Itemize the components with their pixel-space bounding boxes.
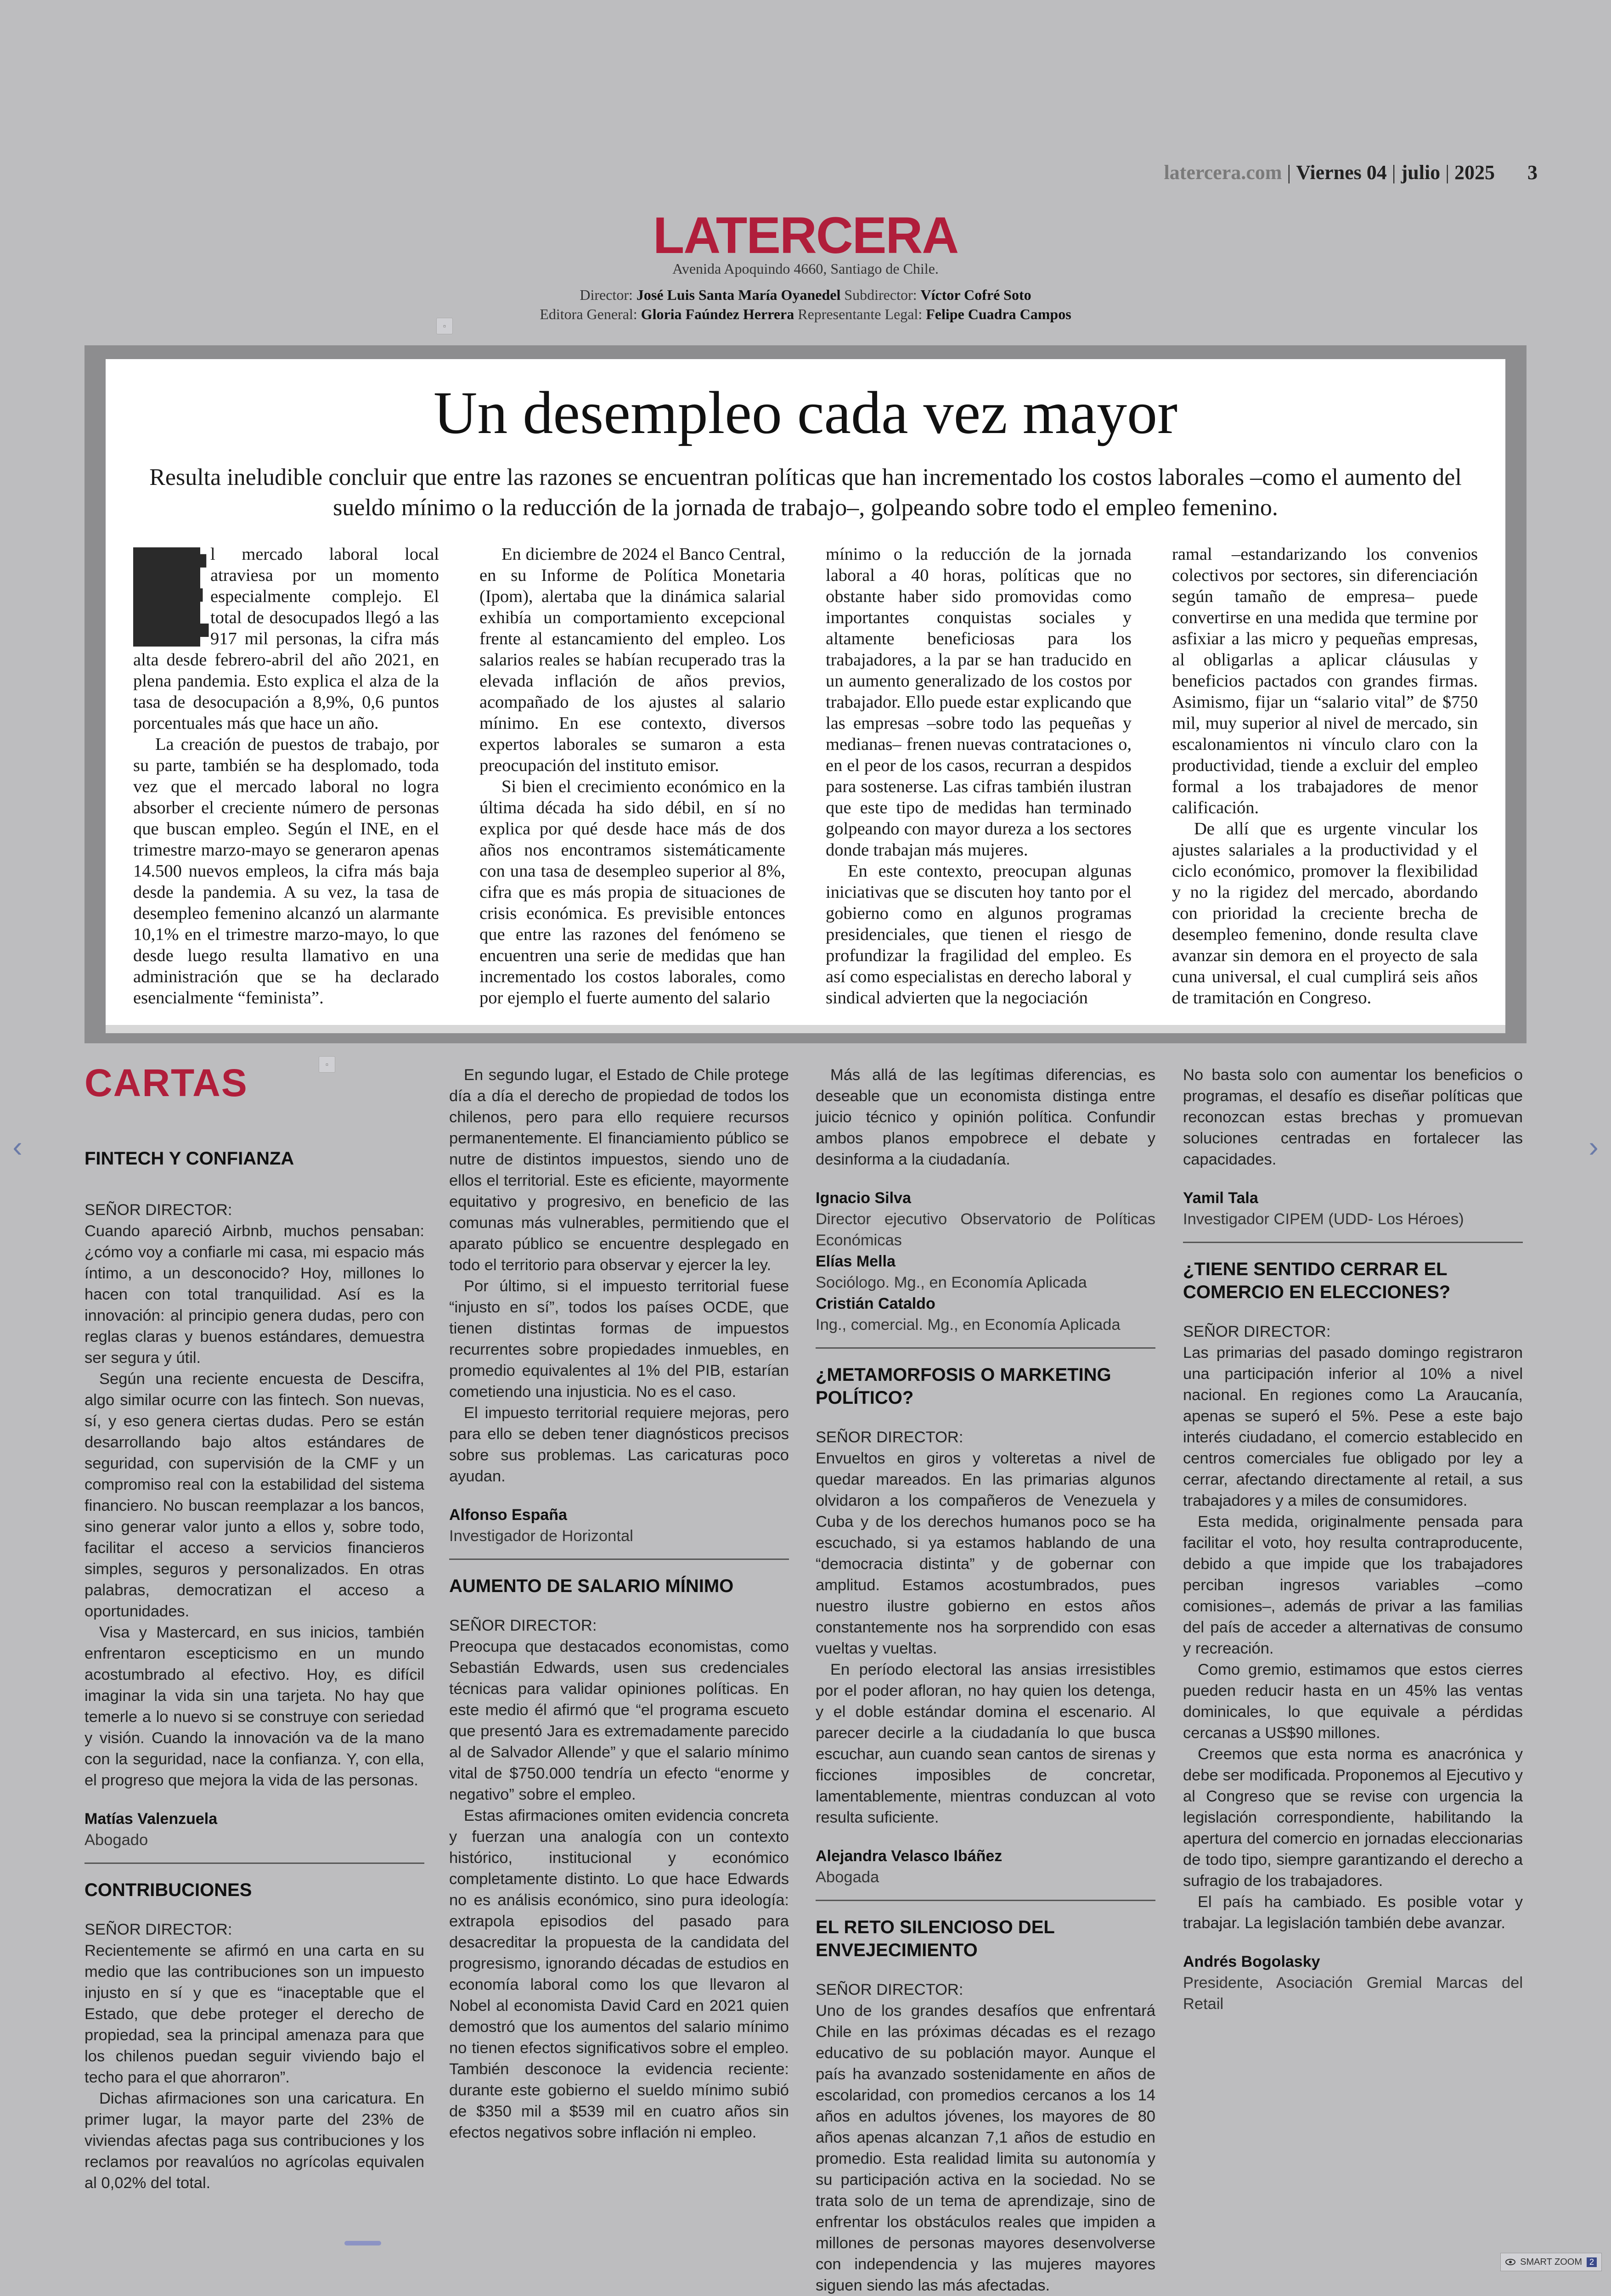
letter-signature: Yamil Tala <box>1183 1189 1258 1207</box>
letter-paragraph: Cuando apareció Airbnb, muchos pensaban: ¿cómo voy a confiarle mi casa, mi espacio más íntimo, a un desconocido? Hoy, millones lo hacen con total tranquilidad. Así es la innovación: al principio genera dudas, pero con reglas claras y buenos estándares, demuestra ser segura y útil. <box>84 1222 424 1367</box>
letter-signature: Elías Mella <box>816 1253 896 1270</box>
letter-divider <box>84 1863 424 1864</box>
site-name: latercera.com <box>1164 161 1282 184</box>
letters-column-3 <box>816 1064 1155 2296</box>
letter-title[interactable]: AUMENTO DE SALARIO MÍNIMO <box>449 1576 734 1596</box>
letter-salutation: SEÑOR DIRECTOR: <box>1183 1323 1331 1340</box>
letter-paragraph: No basta solo con aumentar los beneficios o programas, el desafío es diseñar políticas que reconozcan estas brechas y promuevan soluciones centradas en fortalecer las capacidades. <box>1183 1066 1523 1168</box>
letter-paragraph: Esta medida, originalmente pensada para facilitar el voto, hoy resulta contraproducente, debido a que impide que los trabajadores perciban ingresos variables –como comisiones–, además de privar a las familias del país de acceder a alternativas de consumo y recreación. <box>1183 1513 1523 1657</box>
letter-paragraph: Las primarias del pasado domingo registraron una participación inferior al 10% a nivel nacional. En regiones como La Araucanía, apenas se superó el 5%. Pese a este bajo interés ciudadano, el comercio establecido en centros comerciales fue obligado por ley a cerrar, afectando directamente al retail, a sus trabajadores y a miles de consumidores. <box>1183 1344 1523 1509</box>
letter-salutation: SEÑOR DIRECTOR: <box>816 1429 963 1446</box>
editorial-column-3 <box>826 544 1132 1012</box>
director-name: José Luis Santa María Oyanedel <box>636 287 841 303</box>
page-number: 3 <box>1527 161 1538 184</box>
header-weekday: Viernes 04 <box>1296 161 1387 184</box>
masthead-address: Avenida Apoquindo 4660, Santiago de Chile. <box>672 260 939 277</box>
letter-signature-role: Presidente, Asociación Gremial Marcas del Retail <box>1183 1974 1523 2013</box>
letter-salutation: SEÑOR DIRECTOR: <box>449 1617 597 1634</box>
smart-zoom-label: SMART ZOOM <box>1520 2257 1582 2267</box>
editorial-paragraph: ramal –estandarizando los convenios colectivos por sectores, sin diferenciación según tamaño de empresa– puede convertirse en una medida que termine por asfixiar a las micro y pequeñas empresas, al obligarlas a aplicar cláusulas y beneficios pactados con grandes firmas. Asimismo, fijar un “salario vital” de $750 mil, muy superior al nivel de mercado, sin escalonamientos ni vínculo claro con la productividad, tiende a excluir del empleo formal a los trabajadores de menor calificación. <box>1172 545 1478 817</box>
zoom-level-badge: 2 <box>1587 2257 1597 2267</box>
editorial-subtitle: Resulta ineludible concluir que entre las razones se encuentran políticas que han incrementado los costos laborales –como el aumento del sueldo mínimo o la reducción de la jornada de trabajo–, golpeando sobre todo el empleo femenino. <box>149 464 1462 521</box>
editorial-title: Un desempleo cada vez mayor <box>434 379 1177 446</box>
subdirector-label: Subdirector: <box>844 287 917 303</box>
letter-divider <box>1183 1242 1523 1243</box>
letter-signature: Alfonso España <box>449 1506 567 1524</box>
letter-signature-role: Investigador de Horizontal <box>449 1527 633 1545</box>
editorial-paragraph: mínimo o la reducción de la jornada laboral a 40 horas, políticas que no obstante haber sido promovidas como importantes conquistas sociales y altamente beneficiosas para los trabajadores, a la par se han traducido en un aumento generalizado de los costos por trabajador. Ello puede estar explicando que las empresas –sobre todo las pequeñas y medianas– frenen nuevas contrataciones o, en el peor de los casos, recurran a despidos para sostenerse. Las cifras también ilustran que este tipo de medidas han terminado golpeando con mayor dureza a los sectores donde trabajan más mujeres. <box>826 545 1132 860</box>
letter-paragraph: En período electoral las ansias irresistibles por el poder afloran, no hay quien los detenga, y el doble estándar domina el escenario. Al parecer decirle a la ciudadanía lo que busca escuchar, aun cuando sean cantos de sirenas y ficciones imposibles de concretar, lamentablemente, mientras conduzcan al voto resulta suficiente. <box>816 1661 1155 1826</box>
article-marker-icon[interactable]: ▫ <box>319 1056 335 1073</box>
page-scrollbar[interactable] <box>344 2241 1263 2245</box>
editora-label: Editora General: <box>540 306 637 322</box>
letter-signature-role: Investigador CIPEM (UDD- Los Héroes) <box>1183 1210 1464 1228</box>
letter-signature: Matías Valenzuela <box>84 1810 218 1828</box>
editorial-column-4 <box>1172 544 1478 1012</box>
editora-name: Gloria Faúndez Herrera <box>641 306 794 322</box>
editorial-columns <box>133 528 1478 1012</box>
letter-title[interactable]: FINTECH Y CONFIANZA <box>84 1148 294 1169</box>
letters-column-2 <box>449 1064 789 2143</box>
editorial-column-2 <box>479 544 785 1012</box>
letter-signature-role: Ing., comercial. Mg., en Economía Aplicada <box>816 1316 1121 1334</box>
next-page-button[interactable] <box>1584 1130 1603 1164</box>
letter-paragraph: El impuesto territorial requiere mejoras, pero para ello se deben tener diagnósticos precisos sobre sus problemas. Las caricaturas poco ayudan. <box>449 1404 789 1485</box>
letter-paragraph: Envueltos en giros y volteretas a nivel de quedar mareados. En las primarias algunos olvidaron a los compañeros de Venezuela y Cuba y de los derechos humanos poco se ha escuchado, si ya estamos hablando de una “democracia distinta” y de gobernar con amplitud. Estamos acostumbrados, pues nuestro ilustre gobierno en estos años constantemente nos ha sorprendido con esas vueltas y vueltas. <box>816 1450 1155 1657</box>
letter-paragraph: Como gremio, estimamos que estos cierres pueden reducir hasta en un 45% las ventas dominicales, lo que equivale a pérdidas cercanas a US$90 millones. <box>1183 1661 1523 1742</box>
letter-paragraph: Visa y Mastercard, en sus inicios, también enfrentaron escepticismo en un mundo acostumbrado al efectivo. Hoy, es difícil imaginar la vida sin una tarjeta. No hay que temerle a lo nuevo si se construye con seriedad y visión. Cuando la innovación va de la mano con la seguridad, nace la confianza. Y, con ella, el progreso que mejora la vida de las personas. <box>84 1624 424 1789</box>
letter-signature-role: Abogado <box>84 1831 148 1849</box>
letter-title[interactable]: CONTRIBUCIONES <box>84 1880 252 1900</box>
editorial-paragraph: Si bien el crecimiento económico en la última década ha sido débil, en sí no explica por qué desde hace más de dos años nos encontramos sistemáticamente con una tasa de desempleo superior al 8%, cifra que es más propia de situaciones de crisis económica. Es previsible entonces que entre las razones del fenómeno se encuentren una serie de medidas que han incrementado los costos laborales, como por ejemplo el fuerte aumento del salario <box>479 777 785 1007</box>
letter-salutation: SEÑOR DIRECTOR: <box>84 1921 232 1938</box>
scrollbar-thumb[interactable] <box>344 2241 381 2245</box>
header-year: 2025 <box>1454 161 1495 184</box>
header-month: julio <box>1401 161 1441 184</box>
letter-paragraph: Preocupa que destacados economistas, como Sebastián Edwards, usen sus credenciales técnicas para validar opiniones políticas. En este medio él afirmó que “el programa escueto que presentó Jara es extremadamente parecido al de Salvador Allende” y que el salario mínimo vital de $750.000 tendría un efecto “enorme y negativo” sobre el empleo. <box>449 1638 789 1803</box>
letter-signature: Andrés Bogolasky <box>1183 1953 1320 1970</box>
director-label: Director: <box>580 287 633 303</box>
subdirector-name: Víctor Cofré Soto <box>920 287 1031 303</box>
editorial-paragraph: De allí que es urgente vincular los ajustes salariales a la productividad y el ciclo económico, promover la flexibilidad y no la rigidez del mercado, abordando con prioridad la creciente brecha de desempleo femenino, donde resulta clave avanzar sin demora en el proyecto de sala cuna universal, el cual cumplirá seis años de tramitación en Congreso. <box>1172 819 1478 1007</box>
rep-name: Felipe Cuadra Campos <box>926 306 1071 322</box>
letter-paragraph: Dichas afirmaciones son una caricatura. En primer lugar, la mayor parte del 23% de viviendas afectas paga sus contribuciones y los reclamos por reavalúos no agrícolas equivalen al 0,02% del total. <box>84 2090 424 2192</box>
letter-divider <box>816 1900 1155 1901</box>
letter-paragraph: Recientemente se afirmó en una carta en su medio que las contribuciones son un impuesto injusto en sí y que es “inaceptable que el Estado, que debe proteger el derecho de propiedad, sea la principal amenaza para que los chilenos puedan seguir viviendo bajo el techo para el que ahorraron”. <box>84 1942 424 2086</box>
letters-column-1 <box>84 1147 424 2194</box>
letter-title[interactable]: ¿METAMORFOSIS O MARKETING POLÍTICO? <box>816 1365 1111 1408</box>
newspaper-logo: LATERCERA <box>653 207 958 264</box>
prev-page-button[interactable] <box>8 1130 27 1164</box>
editorial-paragraph: En este contexto, preocupan algunas iniciativas que se discuten hoy tanto por el gobierno como en algunos programas presidenciales, que tienen el riesgo de profundizar la fragilidad del empleo. Es así como especialistas en derecho laboral y sindical advierten que la negociación <box>826 861 1132 1007</box>
eye-icon <box>1505 2259 1515 2265</box>
article-marker-icon[interactable]: ▫ <box>436 318 453 334</box>
letter-title[interactable]: ¿TIENE SENTIDO CERRAR EL COMERCIO EN ELECCIONES? <box>1183 1259 1451 1302</box>
editorial-column-1 <box>133 528 439 1012</box>
letter-paragraph: Por último, si el impuesto territorial fuese “injusto en sí”, todos los países OCDE, que tienen distintas formas de impuestos recurrentes sobre propiedades inmuebles, en promedio equivalentes al 1% del PIB, estarían cometiendo una injusticia. No es el caso. <box>449 1277 789 1401</box>
letter-paragraph: El país ha cambiado. Es posible votar y trabajar. La legislación también debe avanzar. <box>1183 1893 1523 1932</box>
page-header-line: latercera.com | Viernes 04 | julio | 2025 3 <box>1164 161 1538 184</box>
letter-divider <box>449 1559 789 1560</box>
letter-paragraph: En segundo lugar, el Estado de Chile protege día a día el derecho de propiedad de todos los chilenos, pero para ello requiere recursos permanentemente. El financiamiento público se nutre de distintos impuestos, siendo uno de ellos el territorial. Este es eficiente, mayormente equitativo y progresivo, en beneficio de las comunas más vulnerables, permitiendo que el aparato público se encuentre desplegado en todo el territorio para observar y ejercer la ley. <box>449 1066 789 1274</box>
letter-title[interactable]: EL RETO SILENCIOSO DEL ENVEJECIMIENTO <box>816 1917 1055 1960</box>
letter-paragraph: Más allá de las legítimas diferencias, es deseable que un economista distinga entre juicio técnico y opinión política. Confundir ambos planos empobrece el debate y desinforma a la ciudadanía. <box>816 1066 1155 1168</box>
editorial-paragraph: E l mercado laboral local atraviesa por un momento especialmente complejo. El total de desocupados llegó a las 917 mil personas, la cifra más alta desde febrero-abril del año 2021, en plena pandemia. Esto explica el alza de la tasa de desocupación a 8,9%, 0,6 puntos porcentuales más que hace un año. <box>133 528 439 733</box>
letter-signature-role: Sociólogo. Mg., en Economía Aplicada <box>816 1274 1087 1291</box>
letters-column-4 <box>1183 1064 1523 2015</box>
chevron-right-icon: › <box>1588 1130 1599 1163</box>
drop-cap: E <box>133 528 214 663</box>
editorial-paragraph: La creación de puestos de trabajo, por su parte, también se ha desplomado, toda vez que el mercado laboral no logra absorber el creciente número de personas que buscan empleo. Según el INE, en el trimestre marzo-mayo se generaron apenas 14.500 nuevos empleos, la cifra más baja desde la pandemia. A su vez, la tasa de desempleo femenino alcanzó un alarmante 10,1% en el trimestre marzo-mayo, lo que desde luego resulta llamativo en una administración que se ha declarado esencialmente “feminista”. <box>133 735 439 1007</box>
letter-paragraph: Creemos que esta norma es anacrónica y debe ser modificada. Proponemos al Ejecutivo y al Congreso que se revise con urgencia la legislación correspondiente, habilitando la apertura del comercio en jornadas eleccionarias de todo tipo, siempre garantizando el derecho a sufragio de los trabajadores. <box>1183 1745 1523 1890</box>
letter-paragraph: Estas afirmaciones omiten evidencia concreta y fuerzan una analogía con un contexto histórico, institucional y económico completamente distinto. Lo que hace Edwards no es análisis económico, sino pura ideología: extrapola episodios del pasado para desacreditar la propuesta de la candidata del progresismo, ignorando décadas de estudios en economía laboral como los que llevaron al Nobel al economista David Card en 2021 quien demostró que los aumentos del salario mínimo no tienen efectos significativos sobre el empleo. También desconoce la evidencia reciente: durante este gobierno el sueldo mínimo subió de $350 mil a $539 mil en cuatro años sin efectos negativos sobre inflación ni empleo. <box>449 1807 789 2141</box>
cartas-section-title: CARTAS <box>84 1061 248 1104</box>
letter-paragraph: Uno de los grandes desafíos que enfrentará Chile en las próximas décadas es el rezago educativo de su población mayor. Aunque el país ha avanzado sostenidamente en años de escolaridad, con promedios cercanos a los 14 años en adultos jóvenes, los mayores de 80 años apenas alcanzan 7,1 años de estudio en promedio. Esta realidad limita su autonomía y su participación activa en la sociedad. No se trata solo de un tema de aprendizaje, sino de enfrentar los obstáculos reales que impiden a millones de personas mayores desenvolverse con independencia y las mujeres mayores siguen siendo las más afectadas. <box>816 2002 1155 2294</box>
masthead-editors <box>0 306 1611 323</box>
letter-salutation: SEÑOR DIRECTOR: <box>84 1201 232 1219</box>
letter-signature: Cristián Cataldo <box>816 1295 935 1312</box>
editorial-paragraph: En diciembre de 2024 el Banco Central, en su Informe de Política Monetaria (Ipom), alertaba que la dinámica salarial exhibía un comportamiento excepcional frente al estancamiento del empleo. Los salarios reales se habían recuperado tras la elevada inflación de años previos, acompañado de los ajustes al salario mínimo. En ese contexto, diversos expertos laborales se sumaron a esta preocupación del instituto emisor. <box>479 545 785 775</box>
letter-paragraph: Según una reciente encuesta de Descifra, algo similar ocurre con las fintech. Son nuevas, sí, y eso genera ciertas dudas. Pero se están desarrollando bajo altos estándares de seguridad, con supervisión de la CMF y un compromiso real con la estabilidad del sistema financiero. No buscan reemplazar a los bancos, sino generar valor junto a ellos y, sobre todo, facilitar el acceso a servicios financieros simples, seguros y personalizados. En otras palabras, democratizan el acceso a oportunidades. <box>84 1370 424 1620</box>
letter-salutation: SEÑOR DIRECTOR: <box>816 1981 963 1998</box>
editorial-article[interactable] <box>106 359 1505 1033</box>
masthead-directors <box>0 287 1611 304</box>
chevron-left-icon: ‹ <box>12 1130 23 1163</box>
smart-zoom-button[interactable] <box>1500 2253 1602 2271</box>
letter-signature-role: Director ejecutivo Observatorio de Políticas Económicas <box>816 1210 1155 1249</box>
letter-divider <box>816 1347 1155 1349</box>
letter-signature: Alejandra Velasco Ibáñez <box>816 1847 1003 1865</box>
rep-label: Representante Legal: <box>798 306 923 322</box>
letter-signature: Ignacio Silva <box>816 1189 911 1207</box>
letter-signature-role: Abogada <box>816 1868 879 1886</box>
